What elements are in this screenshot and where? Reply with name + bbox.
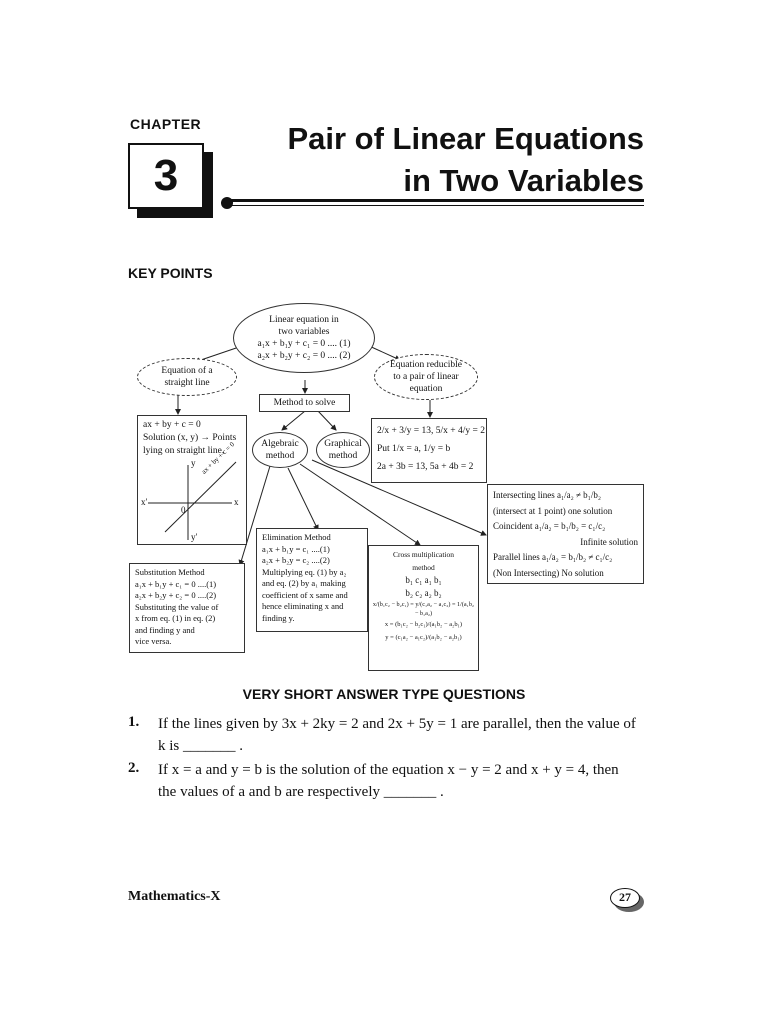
title-line-2: in Two Variables: [403, 163, 644, 198]
cross-title-2: method: [412, 563, 435, 572]
center-line-1: Linear equation in: [269, 315, 339, 325]
coincident-lines: Coincident a₁/a₂ = b₁/b₂ = c₁/c₂: [493, 521, 606, 531]
straight-line-points: lying on straight line,: [143, 446, 225, 456]
straight-line-cloud: [137, 358, 237, 396]
vsa-heading: VERY SHORT ANSWER TYPE QUESTIONS: [242, 686, 526, 702]
method-to-solve-box: Method to solve: [259, 394, 350, 412]
graph-x-label: x: [234, 497, 239, 507]
cross-row-1: b₁ c₁ a₁ b₁: [405, 575, 442, 585]
intersecting-note: (intersect at 1 point) one solution: [493, 505, 613, 516]
chapter-number: 3: [128, 143, 204, 209]
straight-line-eq: ax + by + c = 0: [143, 420, 201, 430]
cross-title-1: Cross multiplication: [392, 550, 455, 559]
graph-y-label: y: [191, 458, 196, 468]
left-cloud-line-2: straight line: [164, 378, 210, 388]
question-1-number: 1.: [128, 714, 140, 730]
graphical-line-2: method: [328, 451, 358, 461]
question-2-line-1: If x = a and y = b is the solution of the equation x − y = 2 and x + y = 4, then: [158, 762, 619, 778]
elimination-step-4: hence eliminating x and: [262, 601, 344, 611]
intersecting-lines: Intersecting lines a₁/a₂ ≠ b₁/b₂: [493, 490, 601, 500]
elimination-eq-2: a₂x + b₂y = c₂ ....(2): [262, 555, 330, 565]
graph-origin-label: 0: [181, 505, 186, 515]
straight-line-box: [137, 415, 247, 545]
cross-ratio: x/(b₁c₂ − b₂c₁) = y/(c₁a₂ − a₁c₂) = 1/(a₁b₂ − b₁a₂): [372, 601, 475, 617]
cross-y-solution: y = (c₁a₂ − a₁c₂)/(a₁b₂ − a₂b₁): [385, 634, 462, 641]
coincident-note: Infinite solution: [580, 536, 638, 547]
reducible-line-2: Put 1/x = a, 1/y = b: [377, 444, 451, 454]
parallel-lines: Parallel lines a₁/a₂ = b₁/b₂ ≠ c₁/c₂: [493, 552, 613, 562]
graphical-line-1: Graphical: [324, 439, 362, 449]
left-cloud-line-1: Equation of a: [161, 366, 213, 376]
reducible-line-1: 2/x + 3/y = 13, 5/x + 4/y = 2: [377, 426, 485, 436]
graph-x-neg-label: x′: [141, 497, 148, 507]
elimination-step-5: finding y.: [262, 612, 295, 623]
substitution-step-3: and finding y and: [135, 624, 195, 635]
elimination-method-box: [256, 528, 368, 632]
question-1-line-1: If the lines given by 3x + 2ky = 2 and 2x + 5y = 1 are parallel, then the value of: [158, 716, 636, 732]
center-eq-1: a₁x + b₁y + c₁ = 0 .... (1): [257, 339, 351, 349]
question-2-text: [158, 759, 648, 803]
linear-equation-node: [233, 303, 375, 373]
reducible-box: [371, 418, 487, 483]
center-eq-2: a₂x + b₂y + c₂ = 0 .... (2): [257, 351, 351, 361]
page-number: 27: [610, 888, 640, 908]
algebraic-method-node: [252, 432, 308, 468]
question-1-text: [158, 713, 648, 757]
question-2-line-2: the values of a and b are respectively _______ .: [158, 784, 444, 800]
center-line-2: two variables: [278, 327, 330, 337]
substitution-eq-1: a₁x + b₁y + c₁ = 0 ....(1): [135, 578, 217, 589]
elimination-title: Elimination Method: [262, 532, 331, 542]
elimination-eq-1: a₁x + b₁y = c₁ ....(1): [262, 543, 330, 554]
substitution-method-box: [129, 563, 245, 653]
cross-row-2: b₂ c₂ a₂ b₂: [405, 588, 442, 598]
substitution-title: Substitution Method: [135, 567, 205, 577]
right-cloud-line-1: Equation reducible: [389, 360, 462, 370]
algebraic-line-2: method: [265, 451, 295, 461]
question-1-line-2: k is _______ .: [158, 738, 244, 754]
right-cloud-line-2: to a pair of linear: [393, 372, 459, 382]
graph-y-neg-label: y′: [191, 532, 198, 542]
graph-line-label: ax + by + c = 0: [200, 440, 237, 476]
substitution-step-4: vice versa.: [135, 636, 172, 646]
graphical-method-node: [316, 432, 370, 468]
substitution-step-1: Substituting the value of: [135, 601, 219, 612]
elimination-step-2: and eq. (2) by a₁ making: [262, 578, 346, 588]
cross-multiplication-box: [368, 545, 479, 671]
cross-x-solution: x = (b₁c₂ − b₂c₁)/(a₁b₂ − a₂b₁): [384, 621, 463, 628]
graph-cases-box: [487, 484, 644, 584]
footer-subject: Mathematics-X: [128, 889, 221, 904]
key-points-heading: KEY POINTS: [128, 265, 213, 281]
parallel-note: (Non Intersecting) No solution: [493, 567, 604, 578]
algebraic-line-1: Algebraic: [261, 439, 299, 449]
straight-line-solution: Solution (x, y) → Points: [143, 433, 237, 443]
question-2-number: 2.: [128, 760, 140, 776]
elimination-step-3: coefficient of x same and: [262, 589, 348, 600]
elimination-step-1: Multiplying eq. (1) by a₂: [262, 566, 347, 577]
chapter-label: CHAPTER: [130, 116, 202, 132]
right-cloud-line-3: equation: [409, 384, 443, 394]
substitution-eq-2: a₂x + b₂y + c₂ = 0 ....(2): [135, 590, 217, 600]
reducible-cloud: [374, 354, 478, 400]
title-line-1: Pair of Linear Equations: [287, 121, 644, 156]
reducible-line-3: 2a + 3b = 13, 5a + 4b = 2: [377, 462, 474, 472]
substitution-step-2: x from eq. (1) in eq. (2): [135, 613, 216, 623]
